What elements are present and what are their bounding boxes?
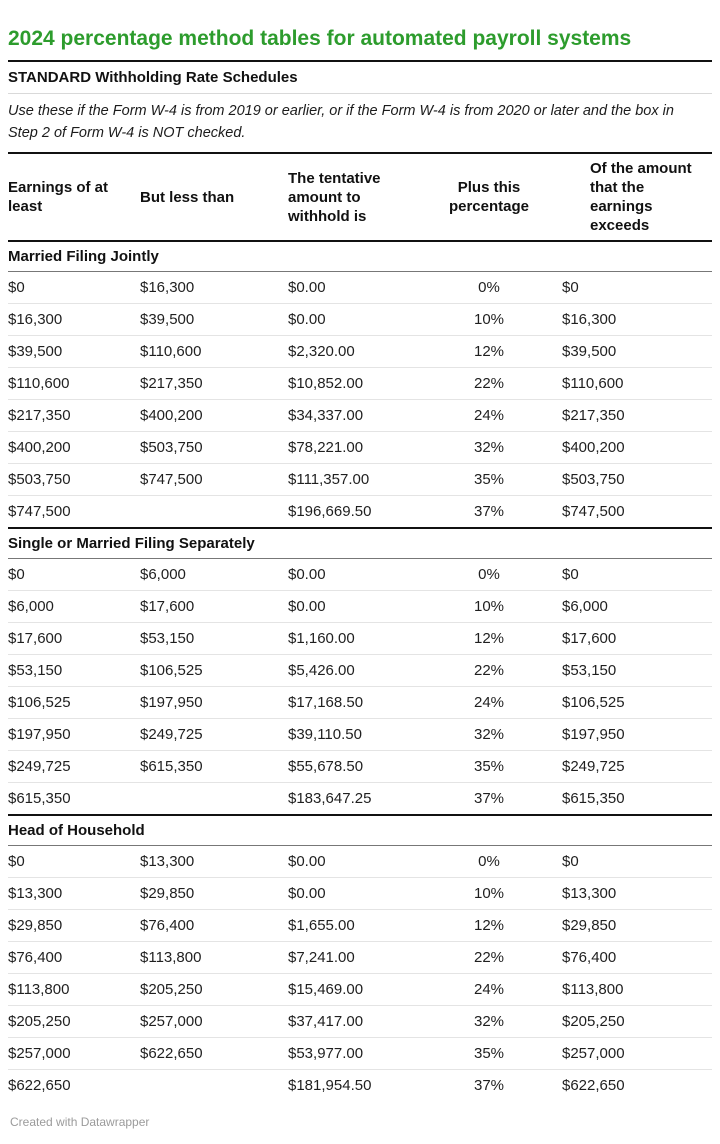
table-row [8,368,712,400]
cell-tentative-amount-to-withhold: $39,110.50 [288,719,418,751]
section-label: Married Filing Jointly [8,241,712,272]
cell-tentative-amount-to-withhold: $17,168.50 [288,687,418,719]
table-subtitle: STANDARD Withholding Rate Schedules [8,69,298,86]
cell-plus-this-percentage: 35% [418,1038,562,1070]
cell-but-less-than [140,1070,288,1102]
cell-plus-this-percentage: 24% [418,687,562,719]
cell-earnings-of-at-least: $400,200 [8,432,140,464]
cell-plus-this-percentage: 37% [418,783,562,816]
table-row [8,304,712,336]
cell-amount-earnings-exceeds: $113,800 [562,974,712,1006]
cell-but-less-than: $53,150 [140,623,288,655]
cell-but-less-than [140,496,288,529]
cell-earnings-of-at-least: $197,950 [8,719,140,751]
cell-plus-this-percentage: 32% [418,432,562,464]
cell-plus-this-percentage: 12% [418,336,562,368]
cell-earnings-of-at-least: $622,650 [8,1070,140,1102]
cell-plus-this-percentage: 0% [478,566,500,583]
table-row [8,1006,712,1038]
column-header-tentative-amount: The tentative amount to withhold is [288,153,418,241]
withholding-rate-table [8,152,712,1101]
cell-amount-earnings-exceeds: $110,600 [562,368,712,400]
cell-plus-this-percentage: 0% [478,279,500,296]
cell-but-less-than: $257,000 [140,1006,288,1038]
cell-tentative-amount-to-withhold: $7,241.00 [288,942,418,974]
cell-but-less-than: $16,300 [140,279,195,296]
table-row [8,719,712,751]
column-header-plus-percentage: Plus this percentage [418,153,562,241]
table-row [8,974,712,1006]
cell-amount-earnings-exceeds: $503,750 [562,464,712,496]
cell-tentative-amount-to-withhold: $0.00 [288,853,326,870]
cell-plus-this-percentage: 37% [418,496,562,529]
cell-earnings-of-at-least: $503,750 [8,464,140,496]
cell-plus-this-percentage: 37% [418,1070,562,1102]
table-row [8,559,712,591]
cell-earnings-of-at-least: $29,850 [8,910,140,942]
cell-tentative-amount-to-withhold: $181,954.50 [288,1070,418,1102]
cell-earnings-of-at-least: $106,525 [8,687,140,719]
cell-earnings-of-at-least: $0 [8,853,25,870]
cell-but-less-than: $110,600 [140,336,288,368]
cell-but-less-than: $76,400 [140,910,288,942]
cell-amount-earnings-exceeds: $205,250 [562,1006,712,1038]
cell-earnings-of-at-least: $17,600 [8,623,140,655]
cell-amount-earnings-exceeds: $53,150 [562,655,712,687]
cell-earnings-of-at-least: $16,300 [8,304,140,336]
cell-but-less-than: $106,525 [140,655,288,687]
cell-tentative-amount-to-withhold: $78,221.00 [288,432,418,464]
cell-tentative-amount-to-withhold: $34,337.00 [288,400,418,432]
cell-plus-this-percentage: 12% [418,910,562,942]
cell-tentative-amount-to-withhold: $1,160.00 [288,623,418,655]
cell-but-less-than [140,783,288,816]
cell-tentative-amount-to-withhold: $183,647.25 [288,783,418,816]
cell-amount-earnings-exceeds: $747,500 [562,496,712,529]
cell-amount-earnings-exceeds: $6,000 [562,591,712,623]
cell-amount-earnings-exceeds: $622,650 [562,1070,712,1102]
cell-but-less-than: $39,500 [140,304,288,336]
cell-plus-this-percentage: 35% [418,751,562,783]
cell-earnings-of-at-least: $615,350 [8,783,140,816]
cell-amount-earnings-exceeds: $197,950 [562,719,712,751]
section-label: Head of Household [8,815,712,846]
cell-plus-this-percentage: 10% [418,591,562,623]
cell-but-less-than: $13,300 [140,853,195,870]
cell-but-less-than: $503,750 [140,432,288,464]
cell-amount-earnings-exceeds: $17,600 [562,623,712,655]
cell-but-less-than: $622,650 [140,1038,288,1070]
cell-tentative-amount-to-withhold: $1,655.00 [288,910,418,942]
datawrapper-attribution-link[interactable]: Created with Datawrapper [10,1115,150,1129]
cell-plus-this-percentage: 10% [418,878,562,910]
cell-plus-this-percentage: 22% [418,942,562,974]
cell-tentative-amount-to-withhold: $10,852.00 [288,368,418,400]
cell-tentative-amount-to-withhold: $2,320.00 [288,336,418,368]
cell-but-less-than: $217,350 [140,368,288,400]
cell-amount-earnings-exceeds: $257,000 [562,1038,712,1070]
table-row [8,655,712,687]
cell-earnings-of-at-least: $113,800 [8,974,140,1006]
table-row [8,400,712,432]
cell-amount-earnings-exceeds: $615,350 [562,783,712,816]
cell-tentative-amount-to-withhold: $53,977.00 [288,1038,418,1070]
cell-but-less-than: $249,725 [140,719,288,751]
table-row [8,751,712,783]
cell-earnings-of-at-least: $0 [8,279,25,296]
cell-tentative-amount-to-withhold: $0.00 [288,591,418,623]
cell-earnings-of-at-least: $39,500 [8,336,140,368]
table-row [8,687,712,719]
cell-amount-earnings-exceeds: $76,400 [562,942,712,974]
cell-earnings-of-at-least: $217,350 [8,400,140,432]
cell-but-less-than: $113,800 [140,942,288,974]
cell-earnings-of-at-least: $53,150 [8,655,140,687]
cell-but-less-than: $197,950 [140,687,288,719]
table-row [8,496,712,529]
cell-plus-this-percentage: 22% [418,368,562,400]
cell-plus-this-percentage: 32% [418,719,562,751]
cell-amount-earnings-exceeds: $39,500 [562,336,712,368]
section-header-row [8,528,712,559]
cell-earnings-of-at-least: $257,000 [8,1038,140,1070]
cell-tentative-amount-to-withhold: $0.00 [288,878,418,910]
cell-amount-earnings-exceeds: $249,725 [562,751,712,783]
column-header-amount-exceeds: Of the amount that the earnings exceeds [562,153,712,241]
cell-but-less-than: $17,600 [140,591,288,623]
cell-tentative-amount-to-withhold: $37,417.00 [288,1006,418,1038]
table-row [8,591,712,623]
cell-amount-earnings-exceeds: $0 [562,566,579,583]
cell-plus-this-percentage: 12% [418,623,562,655]
cell-plus-this-percentage: 24% [418,974,562,1006]
table-row [8,623,712,655]
cell-but-less-than: $747,500 [140,464,288,496]
cell-earnings-of-at-least: $249,725 [8,751,140,783]
table-row [8,432,712,464]
cell-tentative-amount-to-withhold: $15,469.00 [288,974,418,1006]
cell-amount-earnings-exceeds: $13,300 [562,878,712,910]
cell-amount-earnings-exceeds: $29,850 [562,910,712,942]
table-body [8,241,712,1101]
table-header [8,153,712,241]
cell-tentative-amount-to-withhold: $0.00 [288,304,418,336]
section-label: Single or Married Filing Separately [8,528,712,559]
table-row [8,464,712,496]
cell-amount-earnings-exceeds: $106,525 [562,687,712,719]
cell-tentative-amount-to-withhold: $5,426.00 [288,655,418,687]
cell-earnings-of-at-least: $0 [8,566,25,583]
table-row [8,1070,712,1102]
cell-earnings-of-at-least: $13,300 [8,878,140,910]
cell-tentative-amount-to-withhold: $0.00 [288,566,326,583]
cell-but-less-than: $205,250 [140,974,288,1006]
cell-plus-this-percentage: 32% [418,1006,562,1038]
cell-amount-earnings-exceeds: $0 [562,853,579,870]
table-row [8,272,712,304]
table-row [8,336,712,368]
table-row [8,783,712,816]
cell-plus-this-percentage: 35% [418,464,562,496]
section-header-row [8,815,712,846]
cell-but-less-than: $29,850 [140,878,288,910]
cell-but-less-than: $400,200 [140,400,288,432]
chart-title: 2024 percentage method tables for automated payroll systems [8,27,632,50]
cell-tentative-amount-to-withhold: $55,678.50 [288,751,418,783]
table-row [8,1038,712,1070]
table-row [8,878,712,910]
cell-earnings-of-at-least: $110,600 [8,368,140,400]
table-row [8,846,712,878]
cell-earnings-of-at-least: $747,500 [8,496,140,529]
cell-tentative-amount-to-withhold: $111,357.00 [288,464,418,496]
cell-tentative-amount-to-withhold: $0.00 [288,279,326,296]
column-header-but-less-than: But less than [140,153,288,241]
cell-earnings-of-at-least: $6,000 [8,591,140,623]
cell-amount-earnings-exceeds: $16,300 [562,304,712,336]
header-row [8,153,712,241]
table-row [8,910,712,942]
cell-amount-earnings-exceeds: $217,350 [562,400,712,432]
cell-amount-earnings-exceeds: $400,200 [562,432,712,464]
column-header-earnings-of-at-least: Earnings of at least [8,153,140,241]
cell-plus-this-percentage: 0% [478,853,500,870]
cell-tentative-amount-to-withhold: $196,669.50 [288,496,418,529]
cell-earnings-of-at-least: $76,400 [8,942,140,974]
section-header-row [8,241,712,272]
table-row [8,942,712,974]
cell-plus-this-percentage: 22% [418,655,562,687]
cell-plus-this-percentage: 24% [418,400,562,432]
cell-earnings-of-at-least: $205,250 [8,1006,140,1038]
cell-plus-this-percentage: 10% [418,304,562,336]
cell-but-less-than: $615,350 [140,751,288,783]
cell-amount-earnings-exceeds: $0 [562,279,579,296]
table-description: Use these if the Form W-4 is from 2019 or earlier, or if the Form W-4 is from 2020 or later and the box in Step 2 of Form W-4 is NOT checked. [8,103,674,141]
cell-but-less-than: $6,000 [140,566,186,583]
